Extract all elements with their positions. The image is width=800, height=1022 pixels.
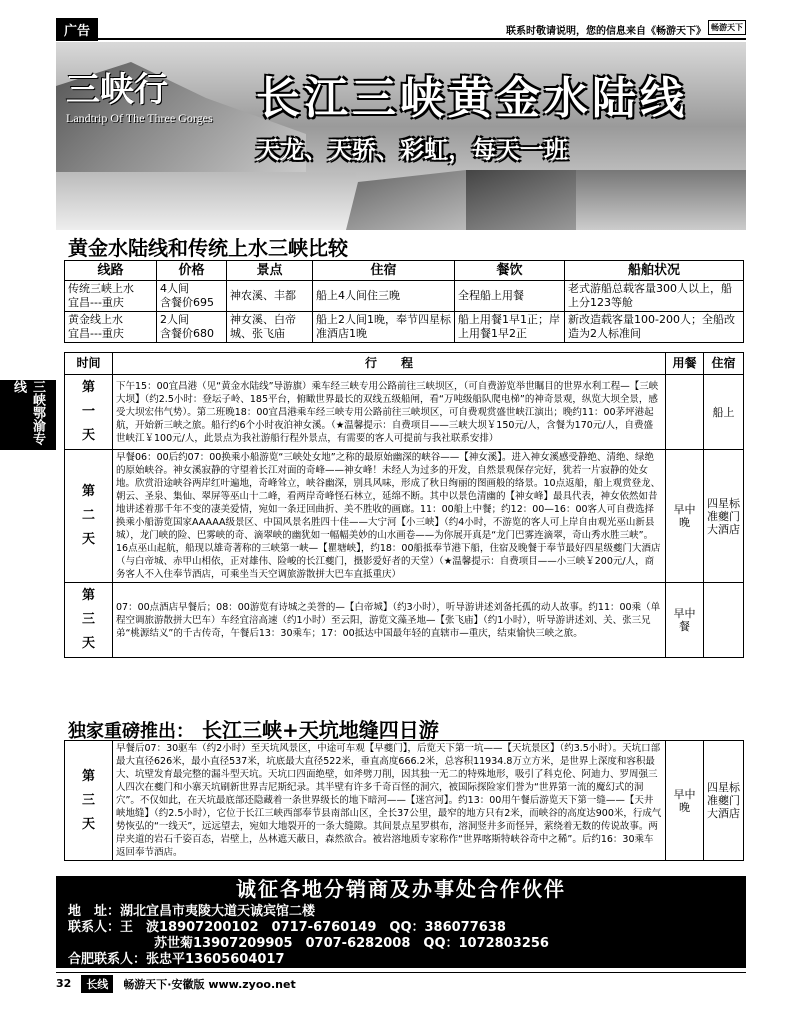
contact-line: 苏世菊13907209905 0707-6282008 QQ：1072803256: [154, 936, 549, 951]
comparison-title: 黄金水陆线和传统上水三峡比较: [68, 236, 348, 260]
table-header-row: [65, 353, 744, 375]
exclusive-label: 独家重磅推出：: [68, 721, 194, 742]
page-footer: [56, 972, 746, 994]
top-note: 联系时敬请说明，您的信息来自《畅游天下》: [506, 26, 706, 37]
table-cell: 2人间 含餐价680: [157, 312, 227, 343]
table-cell: 船上2人间1晚，奉节四星标准酒店1晚: [313, 312, 455, 343]
ship-photo: [346, 170, 466, 230]
day-label: [65, 583, 113, 658]
day-char: 第: [81, 484, 95, 499]
day-char: 第: [81, 768, 95, 784]
lodging-cell: 船上: [704, 375, 744, 450]
table-cell: 全程船上用餐: [455, 281, 565, 312]
hero-subtitle: 天龙、天骄、彩虹，每天一班: [256, 136, 568, 164]
column-header: 住宿: [313, 261, 455, 281]
section-tab: 三峡鄂渝专线: [0, 380, 56, 450]
day-char: 三: [81, 792, 95, 808]
day-char: 天: [81, 636, 95, 651]
brand-logo: [66, 62, 256, 132]
day-char: 第: [81, 380, 95, 395]
partner-banner: 诚征各地分销商及办事处合作伙伴: [56, 876, 746, 902]
contact-line: 联系人：王 波18907200102 0717-6760149 QQ：386077638: [68, 920, 506, 935]
lodging-cell: 四星标准夔门大酒店: [704, 450, 744, 583]
column-header: 住宿: [704, 353, 744, 375]
table-cell: 老式游船总载客量300人以上，船上分123等舱: [565, 281, 744, 312]
day-description: 早餐后07：30驱车（约2小时）至天坑风景区，中途可车观【早夔门】，后览天下第一坑——【天坑景区】（约3.5小时）。天坑口部最大直径626米，最小直径537米，坑底最大直径522米，垂直高度666.2米，总容积11934.8万立方米，是世界上深度和容积最大、坑壁发育最完整的漏斗型天坑。天坑口四面绝壁，如斧劈刀削，因其独一无二的特殊地形，吸引了科克伦、阿迪力、罗周强三人四次在夔门和小寨天坑刷新世界吉尼斯纪录。其半壁有许多千奇百怪的洞穴，被国际探险家们誉为“世界第一流的魔幻式的洞穴”。不仅如此，在天坑最底部还隐藏着一条世界级长的地下暗河——【迷宫河】。约13：00用午餐后游览天下第一缝——【天井峡地缝】（约2.5小时），它位于长江三峡西部奉节县南部山区，全长37公里，最窄的地方只有2米，而峡谷的高度达900米，行成气势恢弘的“一线天”，远远望去，宛如大地裂开的一条大缝隙。其间景点星罗棋布，溶洞竖井多而怪异，萦绕着无数的传说故事。两岸夹道的岩石千姿百态，岩壁上，丛林遮天蔽日，森然欲合。被岩溶地质专家称作“世界喀斯特峡谷奇中之稀”。后约16：30乘车返回奉节酒店。: [113, 741, 666, 861]
column-header: 价格: [157, 261, 227, 281]
table-row: [65, 312, 744, 343]
day-char: 天: [81, 816, 95, 832]
table-cell: 船上4人间住三晚: [313, 281, 455, 312]
contact-line: 合肥联系人：张忠平13605604017: [68, 952, 285, 967]
meal-cell: 早中晚: [666, 741, 704, 861]
table-header-row: [65, 261, 744, 281]
column-header: 船舶状况: [565, 261, 744, 281]
itinerary-table: [64, 352, 744, 658]
corridor-photo: [576, 170, 746, 230]
day-label: [65, 741, 113, 861]
table-row: [65, 375, 744, 450]
day-description: 07：00点酒店早餐后；08：00游览有诗城之美誉的—【白帝城】（约3小时），听导游讲述刘备托孤的动人故事。约11：00乘（单程空调旅游散拼大巴车）车经宜涪高速（约1小时）至云阳，游览文藻圣地—【张飞庙】（约1小时），听导游讲述刘、关、张三兄弟“桃源结义”的千古传奇，午餐后13：30乘车；17：00抵达中国最年轻的直辖市—重庆，结束愉快三峡之旅。: [113, 583, 666, 658]
lodging-cell: [704, 583, 744, 658]
day-char: 天: [81, 532, 95, 547]
publication-info: 畅游天下·安徽版 www.zyoo.net: [123, 977, 296, 991]
column-header: 线路: [65, 261, 157, 281]
day-label: [65, 450, 113, 583]
lobby-photo: [466, 170, 576, 230]
brand-english: Landtrip Of The Three Gorges: [66, 111, 213, 125]
column-header: 行 程: [113, 353, 666, 375]
contact-block: [56, 902, 746, 968]
table-cell: 新改造载客量100-200人；全船改造为2人标准间: [565, 312, 744, 343]
day-char: 天: [81, 428, 95, 443]
river-image: [56, 172, 356, 230]
address-line: 地 址：湖北宜昌市夷陵大道天诚宾馆二楼: [68, 904, 316, 919]
exclusive-route: 长江三峡+天坑地缝四日游: [202, 718, 439, 742]
table-cell: 4人间 含餐价695: [157, 281, 227, 312]
lodging-cell: 四星标准夔门大酒店: [704, 741, 744, 861]
day-char: 第: [81, 588, 95, 603]
table-row: [65, 583, 744, 658]
day-label: [65, 375, 113, 450]
day-char: 二: [81, 508, 95, 523]
table-cell: 传统三峡上水 宜昌---重庆: [65, 281, 157, 312]
top-bar: [56, 18, 746, 40]
table-cell: 黄金线上水 宜昌---重庆: [65, 312, 157, 343]
table-row: [65, 281, 744, 312]
exclusive-itinerary-table: [64, 740, 744, 861]
table-cell: 船上用餐1早1正；岸上用餐1早2正: [455, 312, 565, 343]
comparison-table: [64, 260, 744, 343]
table-cell: 神农溪、丰都: [227, 281, 313, 312]
day-description: 早餐06：00后约07：00换乘小船游览“三峡处女地”之称的最原始幽深的峡谷——【神女溪】。进入神女溪感受静绝、清绝、绿绝的原始峡谷。神女溪寂静的守望着长江对面的奇峰——神女峰！未经人为过多的开发，自然景观保存完好，犹若一片寂静的处女地。欣赏沿途峡谷两岸红叶遍地，奇峰耸立，峡谷幽深，别具风味，形成了秋日绚丽的图画般的络景。10点返船，船上观赏登龙、朝云、圣泉、集仙、翠屏等巫山十二峰，看两岸奇峰怪石林立，延绵不断。其中以景色清幽的【神女峰】最具代表，神女依然如昔地讲述着那千年不变的凄美爱情，宛如一条迂回曲折、美不胜收的画廊。11：00船上中餐；约12：00—16：00客人可自费选择换乘小船游览国家AAAAA级景区、中国风景名胜四十佳——大宁河【小三峡】（约4小时，不游览的客人可上岸自由观光巫山新县城），龙门峡的险、巴雾峡的奇、滴翠峡的幽犹如一幅幅美妙的山水画卷——为你展开真是“龙门巴雾连滴翠，奇山秀水胜三峡”。16点巫山起航，船现以雄奇著称的三峡第一峡—【瞿塘峡】，约18：00船抵奉节港下船，住宿及晚餐于奉节最好四星级夔门大酒店（与白帝城、赤甲山相依，正对雄伟、险峻的长江夔门，摄影爱好者的天堂）（★温馨提示：自费项目——小三峡￥200元/人，商务客人不入住奉节酒店，可乘坐当天空调旅游散拼大巴车直抵重庆）: [113, 450, 666, 583]
section-label: 长线: [81, 975, 113, 993]
day-char: 三: [81, 612, 95, 627]
column-header: 用餐: [666, 353, 704, 375]
hero-title: 长江三峡黄金水陆线: [256, 73, 688, 124]
publication-logo: 畅游天下: [708, 20, 746, 35]
meal-cell: 早中餐: [666, 583, 704, 658]
hero-banner: [56, 42, 746, 230]
table-row: [65, 450, 744, 583]
day-description: 下午15：00宜昌港（见“黄金水陆线”导游旗）乘车经三峡专用公路前往三峡坝区，（可自费游览举世瞩目的世界水利工程—【三峡大坝】（约2.5小时：登坛子岭、185平台，俯瞰世界最长的双线五级船闸，看“万吨级船队爬电梯”的神奇景观，纵览大坝全景，感受大坝宏伟气势）。第二班晚18：00宜昌港乘车经三峡专用公路前往三峡坝区，可自费观赏盛世峡江演出；晚约11：00茅坪港起航，开始新三峡之旅。船行约6个小时夜泊神女溪。（★温馨提示：自费项目——三峡大坝￥150元/人，含餐为170元/人，自费盛世峡江￥100元/人，此景点为我社游船行程外景点，有需要的客人可提前与我社联系安排）: [113, 375, 666, 450]
ad-label: 广告: [56, 18, 98, 41]
column-header: 景点: [227, 261, 313, 281]
meal-cell: 早中晚: [666, 450, 704, 583]
meal-cell: [666, 375, 704, 450]
day-char: 一: [81, 404, 95, 419]
brand-name: 三峡行: [66, 70, 168, 110]
page-number: 32: [56, 977, 72, 990]
column-header: 餐饮: [455, 261, 565, 281]
table-row: [65, 741, 744, 861]
column-header: 时间: [65, 353, 113, 375]
exclusive-heading: [68, 714, 439, 743]
table-cell: 神女溪、白帝城、张飞庙: [227, 312, 313, 343]
